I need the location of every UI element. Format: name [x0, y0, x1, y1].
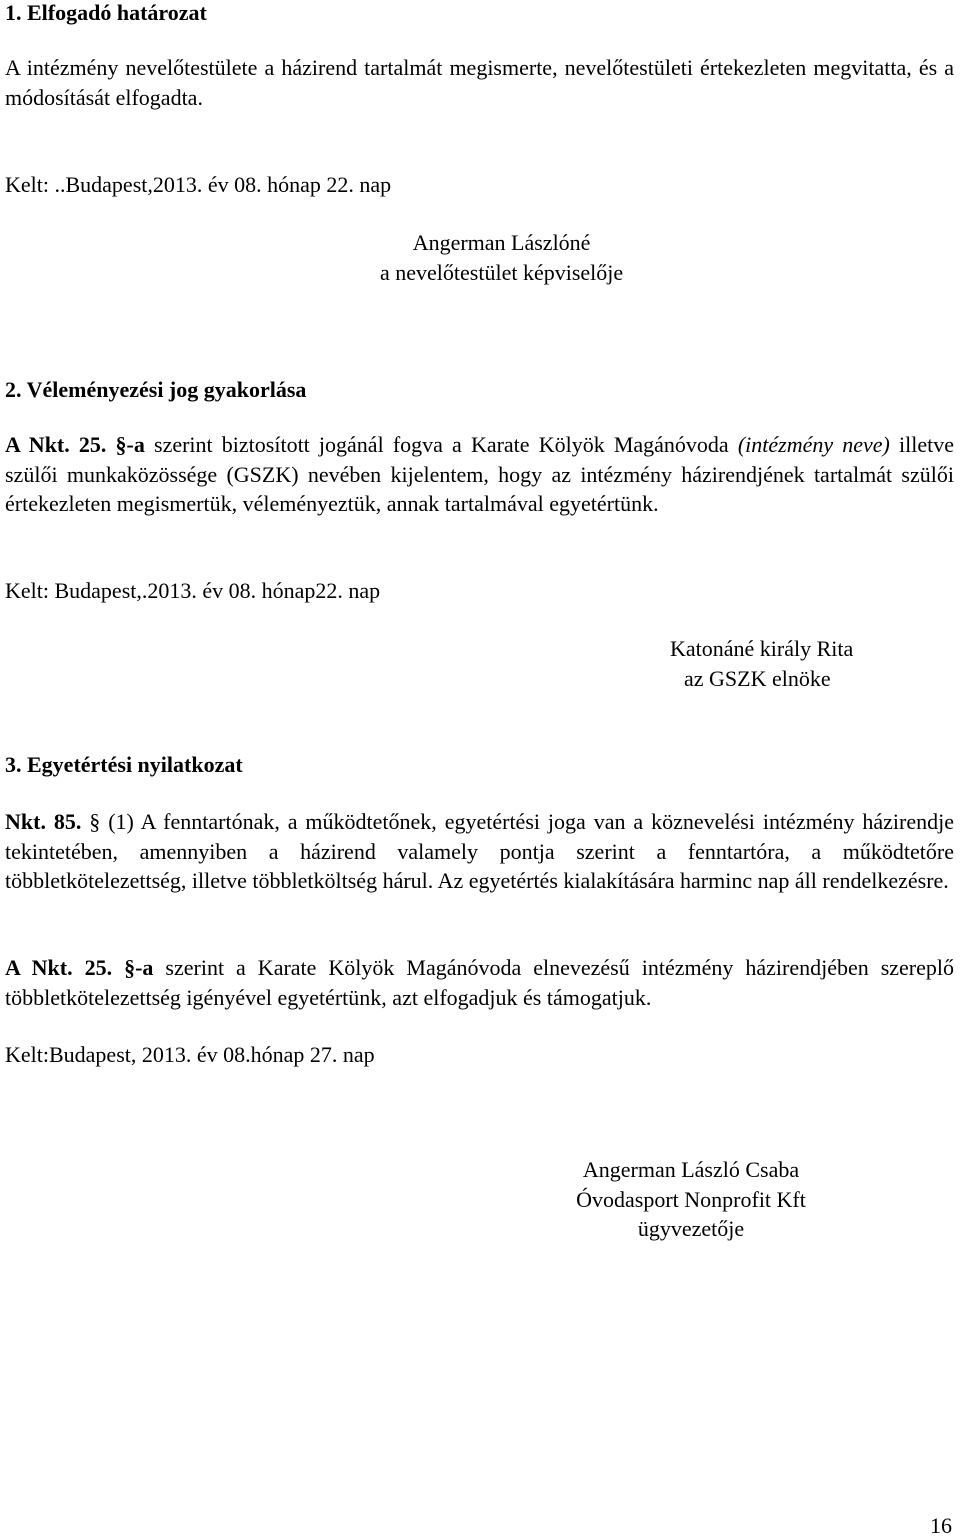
section2-law-paragraph: §-a	[115, 432, 145, 457]
section3-law-paragraph-2: §-a	[124, 955, 154, 980]
section3-signature-name: Angerman László Csaba	[582, 1157, 800, 1182]
section3-text-part2: szerint a Karate Kölyök Magánóvoda elnevezésű intézmény házirendjében szereplő többletkötelezettség igényével egyetértünk, azt elfogadjuk és támogatjuk.	[5, 955, 955, 1010]
section1-paragraph: A intézmény nevelőtestülete a házirend tartalmát megismerte, nevelőtestületi értekezleten megvitatta, és a módosítását elfogadta.	[5, 55, 954, 110]
section3-heading: 3. Egyetértési nyilatkozat	[5, 752, 243, 777]
section2-signature	[670, 634, 853, 693]
section1-signature-title: a nevelőtestület képviselője	[380, 259, 624, 285]
section3-paragraph2	[5, 953, 954, 1012]
section1-heading: 1. Elfogadó határozat	[5, 0, 207, 25]
section1-signature-name: Angerman Lászlóné	[412, 230, 591, 255]
section3-text-part1: (1) A fenntartónak, a működtetőnek, egyetértési joga van a köznevelési intézmény házirendje tekintetében, amennyiben a házirend valamely pontja szerint a fenntartóra, a működtetőre többletkötelezettség, illetve többletköltség hárul. Az egyetértés kialakítására harminc nap áll rendelkezésre.	[5, 809, 954, 893]
section2-law-reference: A Nkt. 25.	[5, 432, 107, 457]
section2-date: Kelt: Budapest,.2013. év 08. hónap22. nap	[5, 578, 381, 603]
section2-paragraph	[5, 430, 954, 519]
section3-paragraph1	[5, 807, 954, 896]
section1-date: Kelt: ..Budapest,2013. év 08. hónap 22. nap	[5, 172, 392, 197]
section2-text-part2: illetve szülői munkaközössége (GSZK) nevében kijelentem, hogy az intézmény házirendjének tartalmát szülői értekezleten megismertük, véleményeztük, annak tartalmával egyetértünk.	[5, 432, 955, 516]
section3-law-reference-2: A Nkt. 25.	[5, 955, 113, 980]
section2-text-part1: szerint biztosított jogánál fogva a Karate Kölyök Magánóvoda	[144, 432, 738, 457]
section3-date: Kelt:Budapest, 2013. év 08.hónap 27. nap	[5, 1042, 375, 1067]
section3-signature	[558, 1155, 824, 1244]
section3-signature-title: ügyvezetője	[637, 1216, 745, 1241]
section1-signature	[380, 228, 623, 287]
section2-signature-name: Katonáné király Rita	[670, 636, 854, 661]
section2-signature-title: az GSZK elnöke	[684, 665, 831, 691]
section3-section-sign: §	[89, 809, 101, 834]
section2-institution-placeholder: (intézmény neve)	[737, 432, 890, 457]
section3-signature-org: Óvodasport Nonprofit Kft	[576, 1186, 806, 1212]
page-number: 16	[930, 1513, 952, 1538]
section2-heading: 2. Véleményezési jog gyakorlása	[5, 377, 307, 402]
section3-law-reference: Nkt. 85.	[5, 809, 82, 834]
